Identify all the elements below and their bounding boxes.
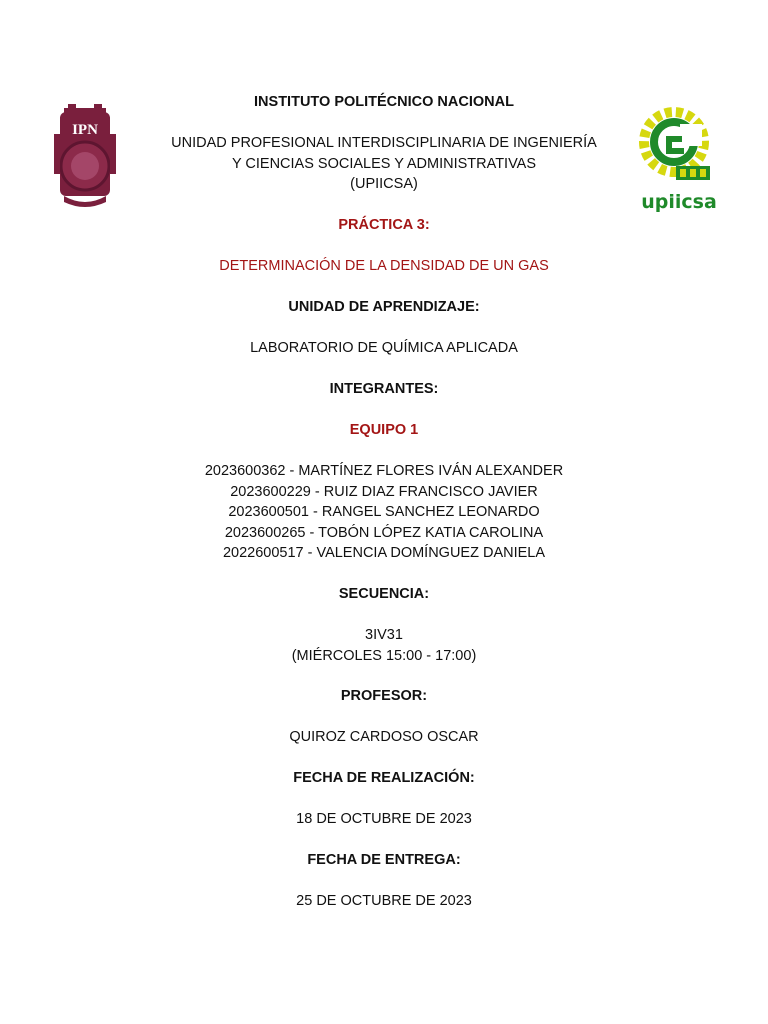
member-item: 2023600229 - RUIZ DIAZ FRANCISCO JAVIER [230, 483, 538, 500]
institution-name: INSTITUTO POLITÉCNICO NACIONAL [254, 94, 514, 110]
members-label: INTEGRANTES: [329, 381, 439, 397]
professor-label: PROFESOR: [340, 688, 428, 704]
member-item: 2023600501 - RANGEL SANCHEZ LEONARDO [228, 504, 540, 520]
team-name: EQUIPO 1 [349, 422, 419, 438]
unit-name-line-2: Y CIENCIAS SOCIALES Y ADMINISTRATIVAS [231, 155, 537, 172]
realization-date-label: FECHA DE REALIZACIÓN: [293, 770, 475, 786]
delivery-date-value: 25 DE OCTUBRE DE 2023 [296, 893, 472, 909]
member-item: 2022600517 - VALENCIA DOMÍNGUEZ DANIELA [222, 545, 546, 561]
realization-date-value: 18 DE OCTUBRE DE 2023 [296, 811, 472, 827]
unit-name-line-3: (UPIICSA) [350, 176, 418, 192]
sequence-schedule: (MIÉRCOLES 15:00 - 17:00) [291, 647, 477, 664]
learning-unit-value: LABORATORIO DE QUÍMICA APLICADA [250, 340, 518, 356]
sequence-label: SECUENCIA: [338, 586, 430, 602]
unit-name-line-1: UNIDAD PROFESIONAL INTERDISCIPLINARIA DE INGENIERÍA [171, 135, 597, 151]
upiicsa-logo-text: upiicsa [641, 191, 717, 212]
member-item: 2023600265 - TOBÓN LÓPEZ KATIA CAROLINA [224, 524, 544, 541]
professor-name: QUIROZ CARDOSO OSCAR [289, 729, 479, 745]
delivery-date-label: FECHA DE ENTREGA: [307, 852, 461, 868]
member-item: 2023600362 - MARTÍNEZ FLORES IVÁN ALEXANDER [204, 463, 564, 479]
learning-unit-label: UNIDAD DE APRENDIZAJE: [288, 299, 480, 315]
ipn-logo-text: IPN [72, 122, 98, 138]
sequence-group: 3IV31 [365, 627, 403, 643]
practice-title: DETERMINACIÓN DE LA DENSIDAD DE UN GAS [219, 258, 549, 274]
practice-number: PRÁCTICA 3: [338, 217, 430, 233]
ipn-logo [48, 104, 122, 210]
upiicsa-logo [636, 106, 722, 212]
